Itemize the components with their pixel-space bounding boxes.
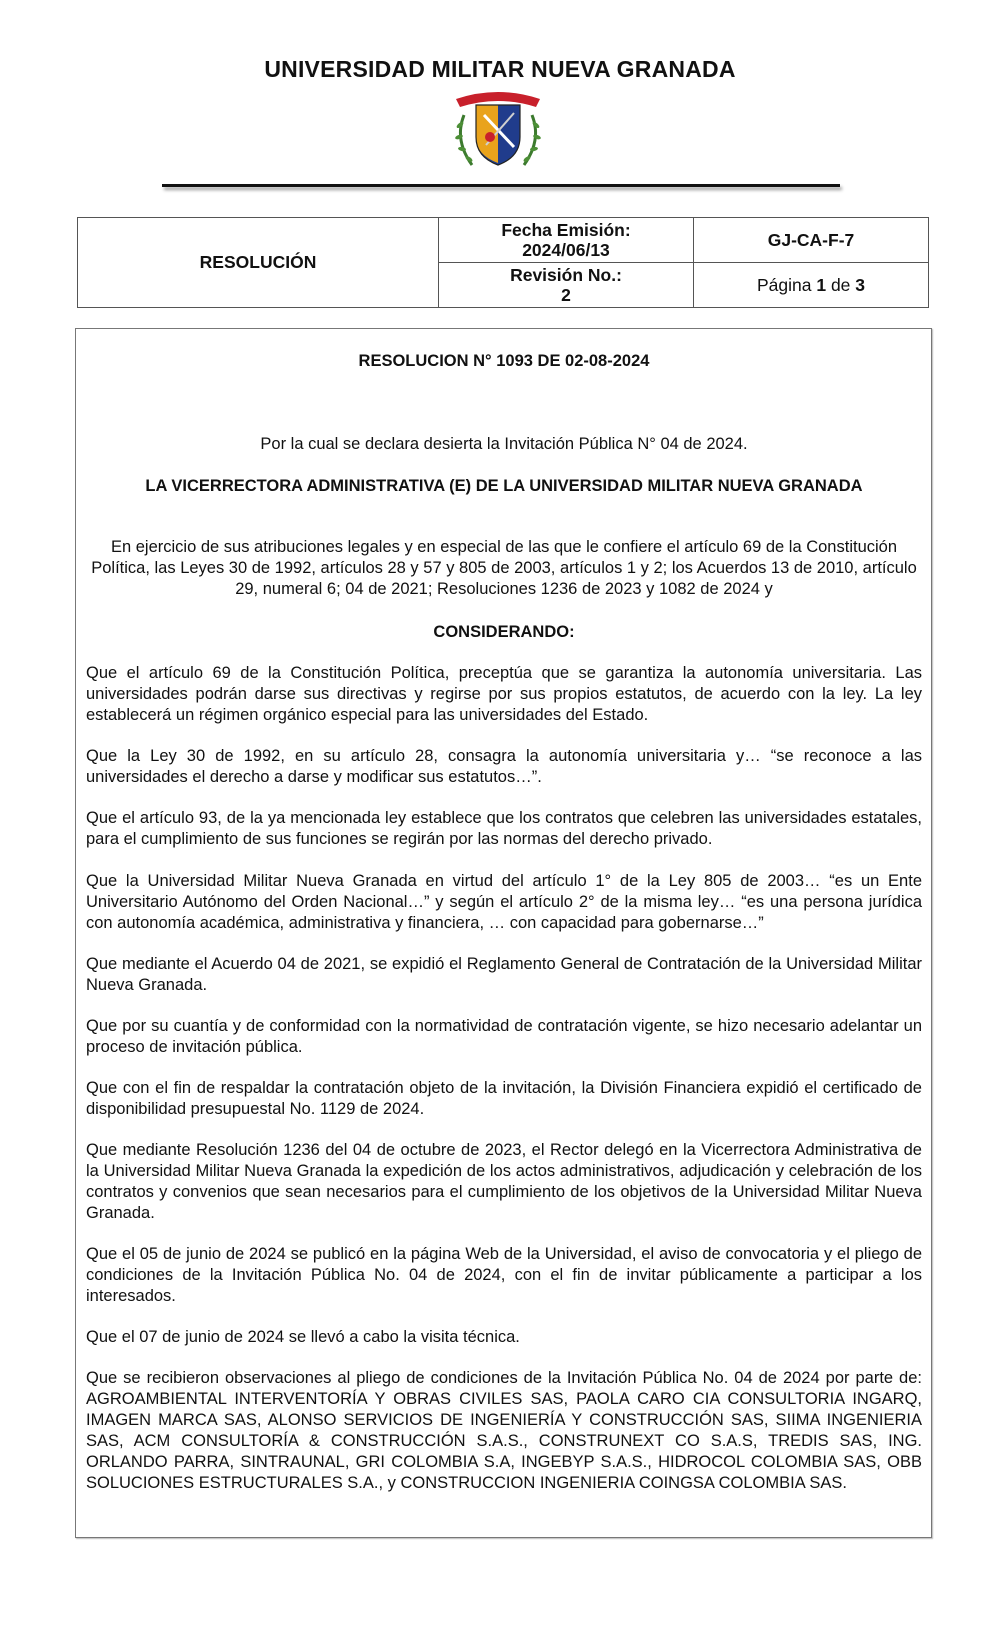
- page-of: de: [830, 274, 851, 295]
- resolution-number: RESOLUCION N° 1093 DE 02-08-2024: [358, 352, 650, 370]
- paragraph-2: Que la Ley 30 de 1992, en su artículo 28, consagra la autonomía universitaria y… “se reconoce a las universidades el derecho a darse y modificar sus estatutos…”.: [86, 747, 922, 786]
- document-control-table: [77, 217, 929, 308]
- paragraph-7: Que con el fin de respaldar la contratación objeto de la invitación, la División Financiera expidió el certificado de disponibilidad presupuestal No. 1129 de 2024.: [86, 1079, 922, 1118]
- paragraph-9: Que el 05 de junio de 2024 se publicó en la página Web de la Universidad, el aviso de convocatoria y el pliego de condiciones de la Invitación Pública No. 04 de 2024, con el fin de invitar públicamente a participar a los interesados.: [86, 1245, 922, 1305]
- issue-date-label: Fecha Emisión:: [501, 220, 631, 240]
- header-divider: [162, 184, 840, 187]
- revision-value: 2: [561, 285, 571, 305]
- paragraph-6: Que por su cuantía y de conformidad con la normatividad de contratación vigente, se hizo necesario adelantar un proceso de invitación pública.: [86, 1017, 922, 1056]
- university-crest-logo: [450, 85, 546, 175]
- page-total: 3: [855, 274, 866, 295]
- doc-code-cell: GJ-CA-F-7: [694, 218, 929, 263]
- considerando-heading: CONSIDERANDO:: [433, 623, 575, 641]
- issue-date-cell: [439, 218, 694, 263]
- revision-label: Revisión No.:: [510, 265, 622, 285]
- paragraph-10: Que el 07 de junio de 2024 se llevó a cabo la visita técnica.: [86, 1328, 520, 1346]
- resolution-subject: Por la cual se declara desierta la Invitación Pública N° 04 de 2024.: [260, 435, 748, 453]
- paragraph-11: Que se recibieron observaciones al pliego de condiciones de la Invitación Pública No. 04 de 2024 por parte de: AGROAMBIENTAL INTERVENTORÍA Y OBRAS CIVILES SAS, PAOLA CARO CIA CONSULTORIA INGARQ, IMAGEN MARCA SAS, ALONSO SERVICIOS DE INGENIERÍA Y CONSTRUCCIÓN SAS, SIIMA INGENIERIA SAS, ACM CONSULTORÍA & CONSTRUCCIÓN S.A.S., CONSTRUNEXT CO S.A.S, TREDIS SAS, ING. ORLANDO PARRA, SINTRAUNAL, GRI COLOMBIA S.A, INGEBYP S.A.S., HIDROCOL COLOMBIA SAS, OBB SOLUCIONES ESTRUCTURALES S.A., y CONSTRUCCION INGENIERIA COINGSA COLOMBIA SAS.: [86, 1369, 922, 1492]
- paragraph-4: Que la Universidad Militar Nueva Granada en virtud del artículo 1° de la Ley 805 de 2003… “es un Ente Universitario Autónomo del Orden Nacional…” y según el artículo 2° de la misma ley… “es una persona jurídica con autonomía académica, administrativa y financiera, … con capacidad para gobernarse…”: [86, 872, 922, 932]
- paragraph-3: Que el artículo 93, de la ya mencionada ley establece que los contratos que celebren las universidades estatales, para el cumplimiento de sus funciones se regirán por las normas del derecho privado.: [86, 809, 922, 848]
- revision-cell: [439, 263, 694, 308]
- legal-preamble: En ejercicio de sus atribuciones legales y en especial de las que le confiere el artículo 69 de la Constitución Política, las Leyes 30 de 1992, artículos 28 y 57 y 805 de 2003, artículos 1 y 2; los Acuerdos 13 de 2010, artículo 29, numeral 6; 04 de 2021; Resoluciones 1236 de 2023 y 1082 de 2024 y: [91, 538, 917, 598]
- issue-date-value: 2024/06/13: [522, 240, 610, 260]
- page-count-cell: [694, 263, 929, 308]
- paragraph-8: Que mediante Resolución 1236 del 04 de octubre de 2023, el Rector delegó en la Vicerrectora Administrativa de la Universidad Militar Nueva Granada la expedición de los actos administrativos, adjudicación y celebración de los contratos y convenios que sean necesarios para el cumplimiento de los objetivos de la Universidad Militar Nueva Granada.: [86, 1141, 922, 1222]
- page-current: 1: [816, 274, 827, 295]
- paragraph-1: Que el artículo 69 de la Constitución Política, preceptúa que se garantiza la autonomía universitaria. Las universidades podrán darse sus directivas y regirse por sus propios estatutos, de acuerdo con la ley. La ley establecerá un régimen orgánico especial para las universidades del Estado.: [86, 664, 922, 724]
- doc-type-cell: RESOLUCIÓN: [78, 218, 439, 308]
- university-title: UNIVERSIDAD MILITAR NUEVA GRANADA: [264, 56, 736, 82]
- resolution-issuer: LA VICERRECTORA ADMINISTRATIVA (E) DE LA UNIVERSIDAD MILITAR NUEVA GRANADA: [145, 477, 863, 495]
- page-word: Página: [756, 274, 812, 295]
- paragraph-5: Que mediante el Acuerdo 04 de 2021, se expidió el Reglamento General de Contratación de la Universidad Militar Nueva Granada.: [86, 955, 922, 994]
